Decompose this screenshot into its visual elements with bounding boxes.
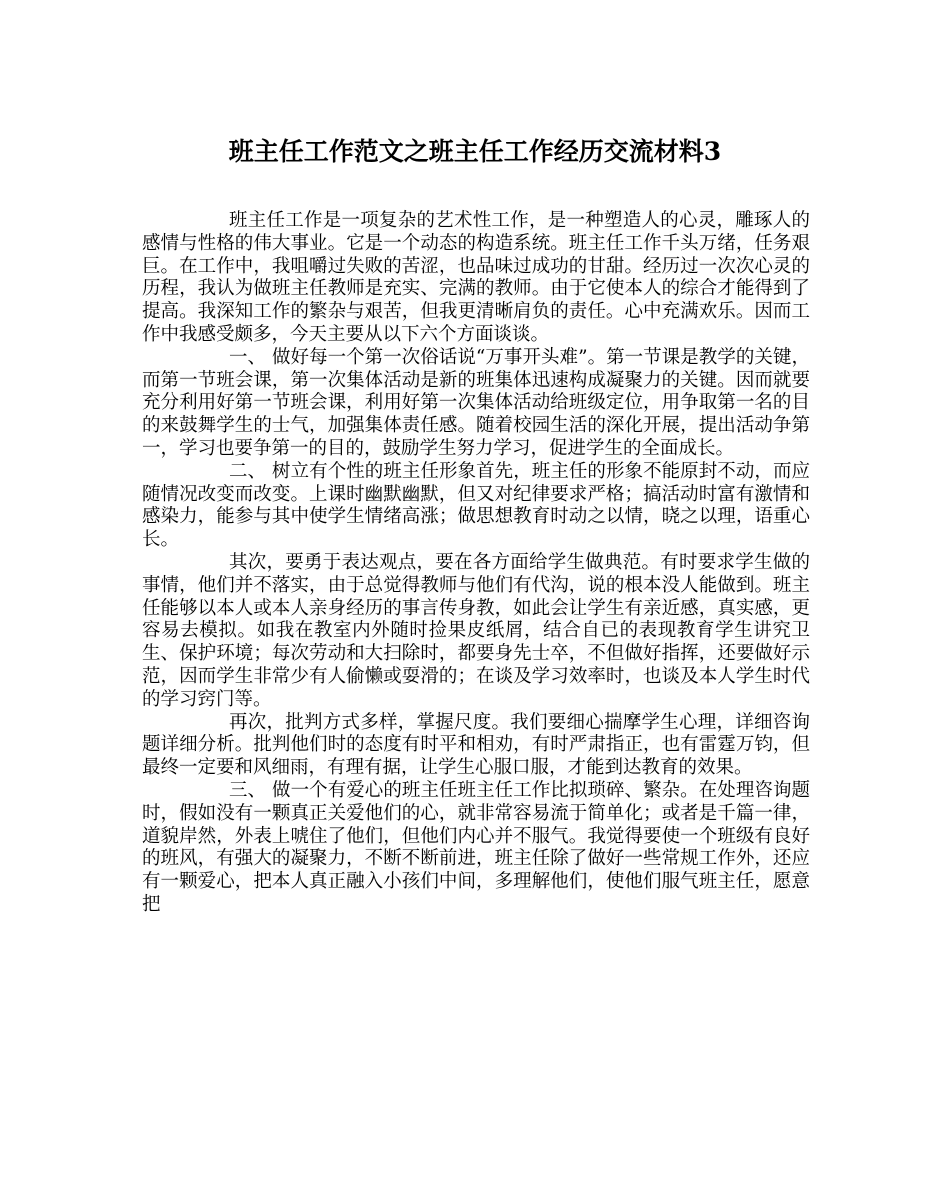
- paragraph-thirdly: 再次，批判方式多样，掌握尺度。我们要细心揣摩学生心理，详细咨询题详细分析。批判他们时的态度有时平和相劝，有时严肃指正，也有雷霆万钧，但最终一定要和风细雨，有理有据，让学生心服口服，才能到达教育的效果。: [142, 711, 810, 779]
- document-body: [142, 210, 810, 917]
- paragraph-section-two: 二、 树立有个性的班主任形象首先，班主任的形象不能原封不动，而应随情况改变而改变。上课时幽默幽默，但又对纪律要求严格；搞活动时富有激情和感染力，能参与其中使学生情绪高涨；做思想教育时动之以情，晓之以理，语重心长。: [142, 460, 810, 551]
- document-title: 班主任工作范文之班主任工作经历交流材料3: [228, 137, 722, 166]
- paragraph-secondly: 其次，要勇于表达观点，要在各方面给学生做典范。有时要求学生做的事情，他们并不落实，由于总觉得教师与他们有代沟，说的根本没人能做到。班主任能够以本人或本人亲身经历的事言传身教，如此会让学生有亲近感，真实感，更容易去模拟。如我在教室内外随时捡果皮纸屑，结合自已的表现教育学生讲究卫生、保护环境；每次劳动和大扫除时，都要身先士卒，不但做好指挥，还要做好示范，因而学生非常少有人偷懒或耍滑的；在谈及学习效率时，也谈及本人学生时代的学习窍门等。: [142, 551, 810, 710]
- paragraph-intro: 班主任工作是一项复杂的艺术性工作，是一种塑造人的心灵，雕琢人的感情与性格的伟大事业。它是一个动态的构造系统。班主任工作千头万绪，任务艰巨。在工作中，我咀嚼过失败的苦涩，也品味过成功的甘甜。经历过一次次心灵的历程，我认为做班主任教师是充实、完满的教师。由于它使本人的综合才能得到了提高。我深知工作的繁杂与艰苦，但我更清晰肩负的责任。心中充满欢乐。因而工作中我感受颇多，今天主要从以下六个方面谈谈。: [142, 210, 810, 345]
- paragraph-section-three: 三、 做一个有爱心的班主任班主任工作比拟琐碎、繁杂。在处理咨询题时，假如没有一颗真正关爱他们的心，就非常容易流于简单化；或者是千篇一律，道貌岸然，外表上唬住了他们，但他们内心并不服气。我觉得要使一个班级有良好的班风，有强大的凝聚力，不断不断前进，班主任除了做好一些常规工作外，还应有一颗爱心，把本人真正融入小孩们中间，多理解他们，使他们服气班主任，愿意把: [142, 779, 810, 915]
- paragraph-section-one: 一、 做好每一个第一次俗话说“万事开头难”。第一节课是教学的关键，而第一节班会课，第一次集体活动是新的班集体迅速构成凝聚力的关键。因而就要充分利用好第一节班会课，利用好第一次集体活动给班级定位，用争取第一名的目的来鼓舞学生的士气，加强集体责任感。随着校园生活的深化开展，提出活动争第一，学习也要争第一的目的，鼓励学生努力学习，促进学生的全面成长。: [142, 346, 810, 459]
